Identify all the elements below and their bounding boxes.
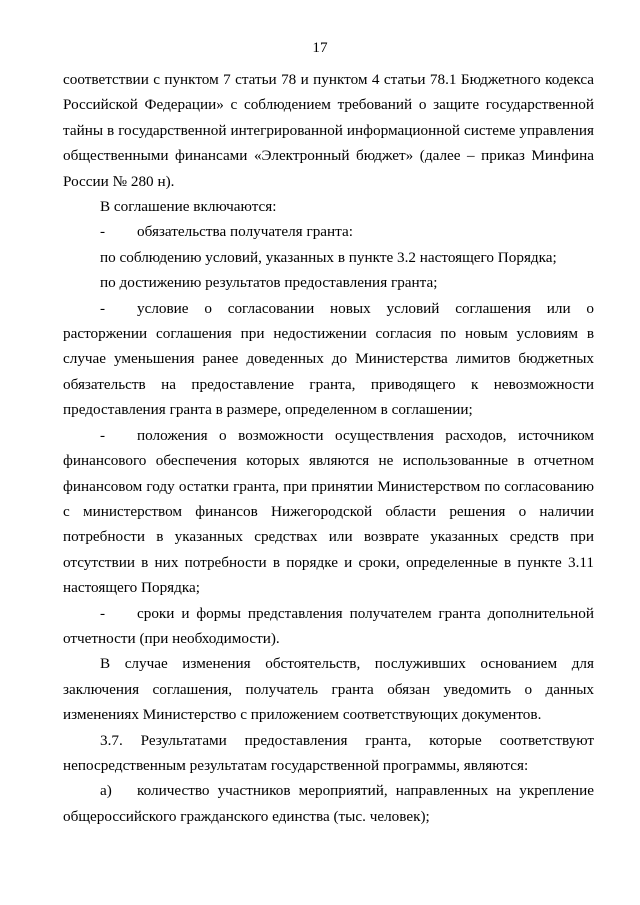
paragraph: по соблюдению условий, указанных в пункте 3.2 настоящего Порядка; (100, 248, 557, 266)
list-item-continuation: отчетности (при необходимости). (63, 629, 280, 647)
list-item-first-line (63, 601, 594, 626)
list-item-text: обязательства получателя гранта: (137, 223, 353, 241)
list-item (63, 219, 594, 244)
list-item-first-line (63, 296, 594, 321)
list-item-continuation: общероссийского гражданского единства (тыс. человек); (63, 807, 430, 825)
list-item (63, 778, 594, 829)
list-item-continuation: расторжении соглашения при недостижении согласия по новым условиям в случае уменьшения ранее доведенных до Министерства лимитов бюджетных обязательств на предоставление гранта, приводящего к невозможности предоставления гранта в размере, определенном в соглашении; (63, 325, 594, 419)
paragraph: по достижению результатов предоставления гранта; (100, 274, 438, 292)
list-marker: - (100, 426, 106, 444)
paragraph: В соглашение включаются: (100, 198, 277, 216)
list-item-text: сроки и формы представления получателем гранта дополнительной (137, 604, 594, 622)
paragraph: соответствии с пунктом 7 статьи 78 и пунктом 4 статьи 78.1 Бюджетного кодекса Российской Федерации» с соблюдением требований о защите государственной тайны в государственной интегрированной информационной системе управления общественными финансами «Электронный бюджет» (далее – приказ Минфина России № 280 н). (63, 71, 594, 190)
list-item-text: условие о согласовании новых условий соглашения или о (137, 299, 594, 317)
list-item (63, 601, 594, 652)
list-item-text: положения о возможности осуществления расходов, источником (137, 426, 594, 444)
paragraph: В случае изменения обстоятельств, послуживших основанием для заключения соглашения, получатель гранта обязан уведомить о данных изменениях Министерство с приложением соответствующих документов. (63, 655, 594, 724)
list-marker: а) (100, 782, 112, 800)
paragraph: 3.7. Результатами предоставления гранта, которые соответствуют непосредственным результатам государственной программы, являются: (63, 731, 594, 774)
list-marker: - (100, 223, 106, 241)
list-item-text: количество участников мероприятий, направленных на укрепление (137, 782, 594, 800)
page-number: 17 (312, 39, 328, 56)
document-body (63, 67, 594, 829)
list-item (63, 423, 594, 601)
list-marker: - (100, 604, 106, 622)
list-marker: - (100, 299, 106, 317)
list-item-continuation: финансового обеспечения которых являются не использованные в отчетном финансовом году остатки гранта, при принятии Министерством по согласованию с министерством финансов Нижегородской области решения о наличии потребности в указанных средствах или возврате указанных средств при отсутствии в них потребности в порядке и сроки, определенные в пункте 3.11 настоящего Порядка; (63, 452, 594, 597)
list-item-first-line (63, 778, 594, 803)
list-item-first-line (63, 423, 594, 448)
list-item (63, 296, 594, 423)
